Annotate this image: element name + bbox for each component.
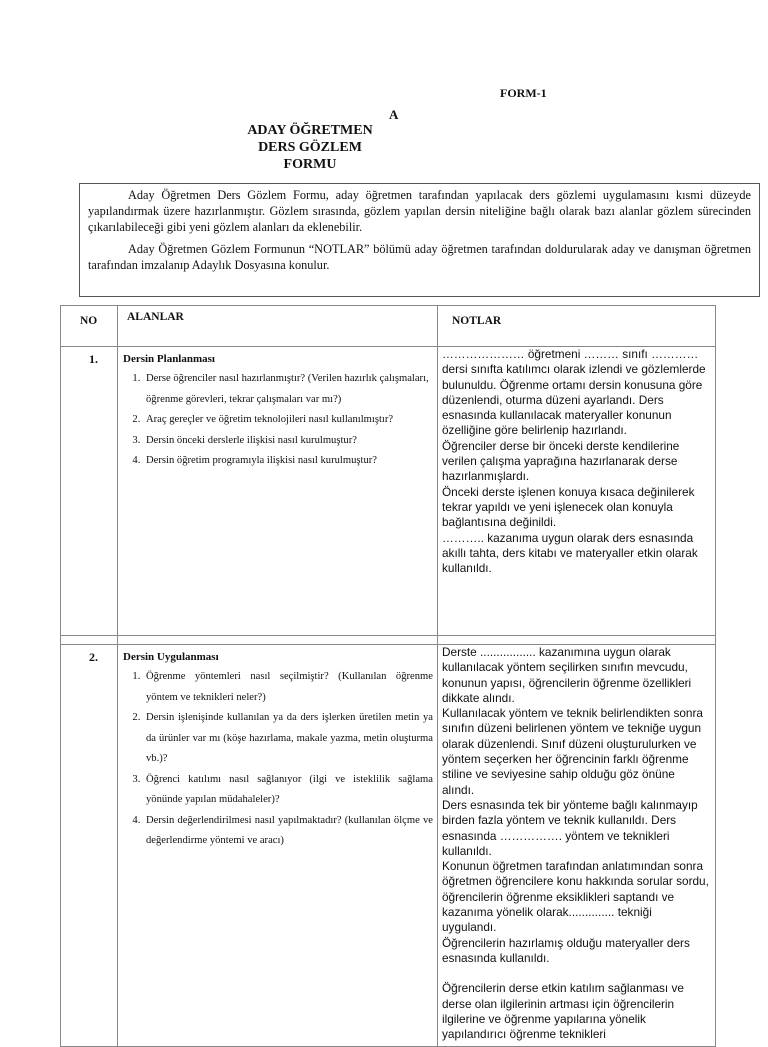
row-number: 1. [61,347,118,636]
alanlar-cell [118,347,438,636]
question-item: 4. Dersin değerlendirilmesi nasıl yapılmaktadır? (kullanılan ölçme ve değerlendirme yöntemi ve aracı) [143,811,433,852]
question-item: 2. Araç gereçler ve öğretim teknolojileri nasıl kullanılmıştır? [143,410,433,431]
question-list [118,667,437,852]
note-paragraph: Öğrencilerin derse etkin katılım sağlanması ve derse olan ilgilerinin artması için öğrencilerin ilgilerine ve öğrenme yapılarına yönelik yapılandırıcı öğrenme teknikleri [442,981,684,1042]
form-title-line-2: DERS GÖZLEM [258,140,362,155]
table-row [61,645,716,1047]
header-alanlar: ALANLAR [118,306,438,347]
row-spacer [61,636,716,645]
alanlar-cell [118,645,438,1047]
notes-cell [438,347,716,636]
note-paragraph: Derste ................. kazanımına uygun olarak kullanılacak yöntem seçilirken sınıfın mevcudu, konunun yapısı, öğrencilerin öğrenme özellikleri dikkate alındı. [442,645,692,705]
intro-paragraph: Aday Öğretmen Ders Gözlem Formu, aday öğretmen tarafından yapılacak ders gözlemi uygulamasını kısmi düzeyde yapılandırmak üzere hazırlanmıştır. Gözlem sırasında, gözlem yapılan dersin niteliğine bağlı olarak bazı alanlar gözlem sürecinden çıkarılabileceği gibi yeni gözlem alanları da eklenebilir. [88,188,751,234]
note-blank-line [442,966,709,981]
question-item: 3. Öğrenci katılımı nasıl sağlanıyor (ilgi ve isteklilik sağlama yönünde yapılan müdahaleler)? [143,770,433,811]
note-paragraph: Önceki derste işlenen konuya kısaca değinilerek tekrar yapıldı ve yeni işlenecek olan konuyla bağlantısına değinildi. [442,484,695,530]
question-item: 4. Dersin öğretim programıyla ilişkisi nasıl kurulmuştur? [143,451,433,472]
intro-paragraph: Aday Öğretmen Gözlem Formunun “NOTLAR” bölümü aday öğretmen tarafından doldurularak aday ve danışman öğretmen tarafından imzalanıp Adaylık Dosyasına konulur. [88,242,751,272]
title-letter: A [389,107,399,122]
note-paragraph: Öğrenciler derse bir önceki derste kendilerine verilen çalışma yaprağına hazırlanarak derse hazırlanmışlardı. [442,438,680,484]
note-paragraph: Konunun öğretmen tarafından anlatımından sonra öğretmen öğrencilere konu hakkında sorular sordu, öğrencilerin öğrenme eksiklikleri saptandı ve kazanıma yönelik olarak.............. tekniği uygulandı. [442,859,709,935]
question-item: 2. Dersin işlenişinde kullanılan ya da ders işlerken üretilen metin ya da ürünler var mı (köşe hazırlama, makale yazma, metin oluşturma vb.)? [143,708,433,770]
header-notlar: NOTLAR [438,306,716,347]
note-paragraph: Ders esnasında tek bir yönteme bağlı kalınmayıp birden fazla yöntem ve teknik kullanıldı. Ders esnasında ……………. yöntem ve teknikleri kullanıldı. [442,797,698,858]
row-number: 2. [61,645,118,1047]
observation-table [60,305,716,1047]
form-title-line-3: FORMU [283,157,337,172]
note-paragraph: ………………… öğretmeni ……… sınıfı ………… dersi sınıfta katılımcı olarak izlendi ve gözlemlerde bulunuldu. Öğrenme ortamı dersin konusuna göre düzenlendi, oturma düzeni ayarlandı. Ders esnasında kullanılacak materyaller konunun özelliğine göre belirlenip hazırlandı. [442,347,706,438]
intro-box [79,183,760,297]
table-header-row [61,306,716,347]
question-list [118,369,437,472]
section-title: Dersin Uygulanması [123,651,219,663]
form-code: FORM-1 [500,86,547,100]
question-item: 1. Derse öğrenciler nasıl hazırlanmıştır? (Verilen hazırlık çalışmaları, öğrenme görevleri, tekrar çalışmaları var mı?) [143,369,433,410]
question-item: 1. Öğrenme yöntemleri nasıl seçilmiştir? (Kullanılan öğrenme yöntem ve teknikleri neler?) [143,667,433,708]
section-title: Dersin Planlanması [123,353,215,365]
note-paragraph: ……….. kazanıma uygun olarak ders esnasında akıllı tahta, ders kitabı ve materyaller etkin olarak kullanıldı. [442,530,698,576]
note-paragraph: Kullanılacak yöntem ve teknik belirlendikten sonra sınıfın düzeni belirlenen yöntem ve tekniğe uygun olarak düzenlendi. Sınıf düzeni oluşturulurken ve yöntem seçerken her öğrencinin farklı öğrenme stiline ve seviyesine sahip olduğu göz önüne alındı. [442,706,703,797]
form-title [200,122,420,173]
form-title-line-1: ADAY ÖĞRETMEN [247,123,373,138]
table-row [61,347,716,636]
note-paragraph: Öğrencilerin hazırlamış olduğu materyaller ders esnasında kullanıldı. [442,935,690,965]
notes-cell [438,645,716,1047]
question-item: 3. Dersin önceki derslerle ilişkisi nasıl kurulmuştur? [143,431,433,452]
header-no: NO [61,306,118,347]
